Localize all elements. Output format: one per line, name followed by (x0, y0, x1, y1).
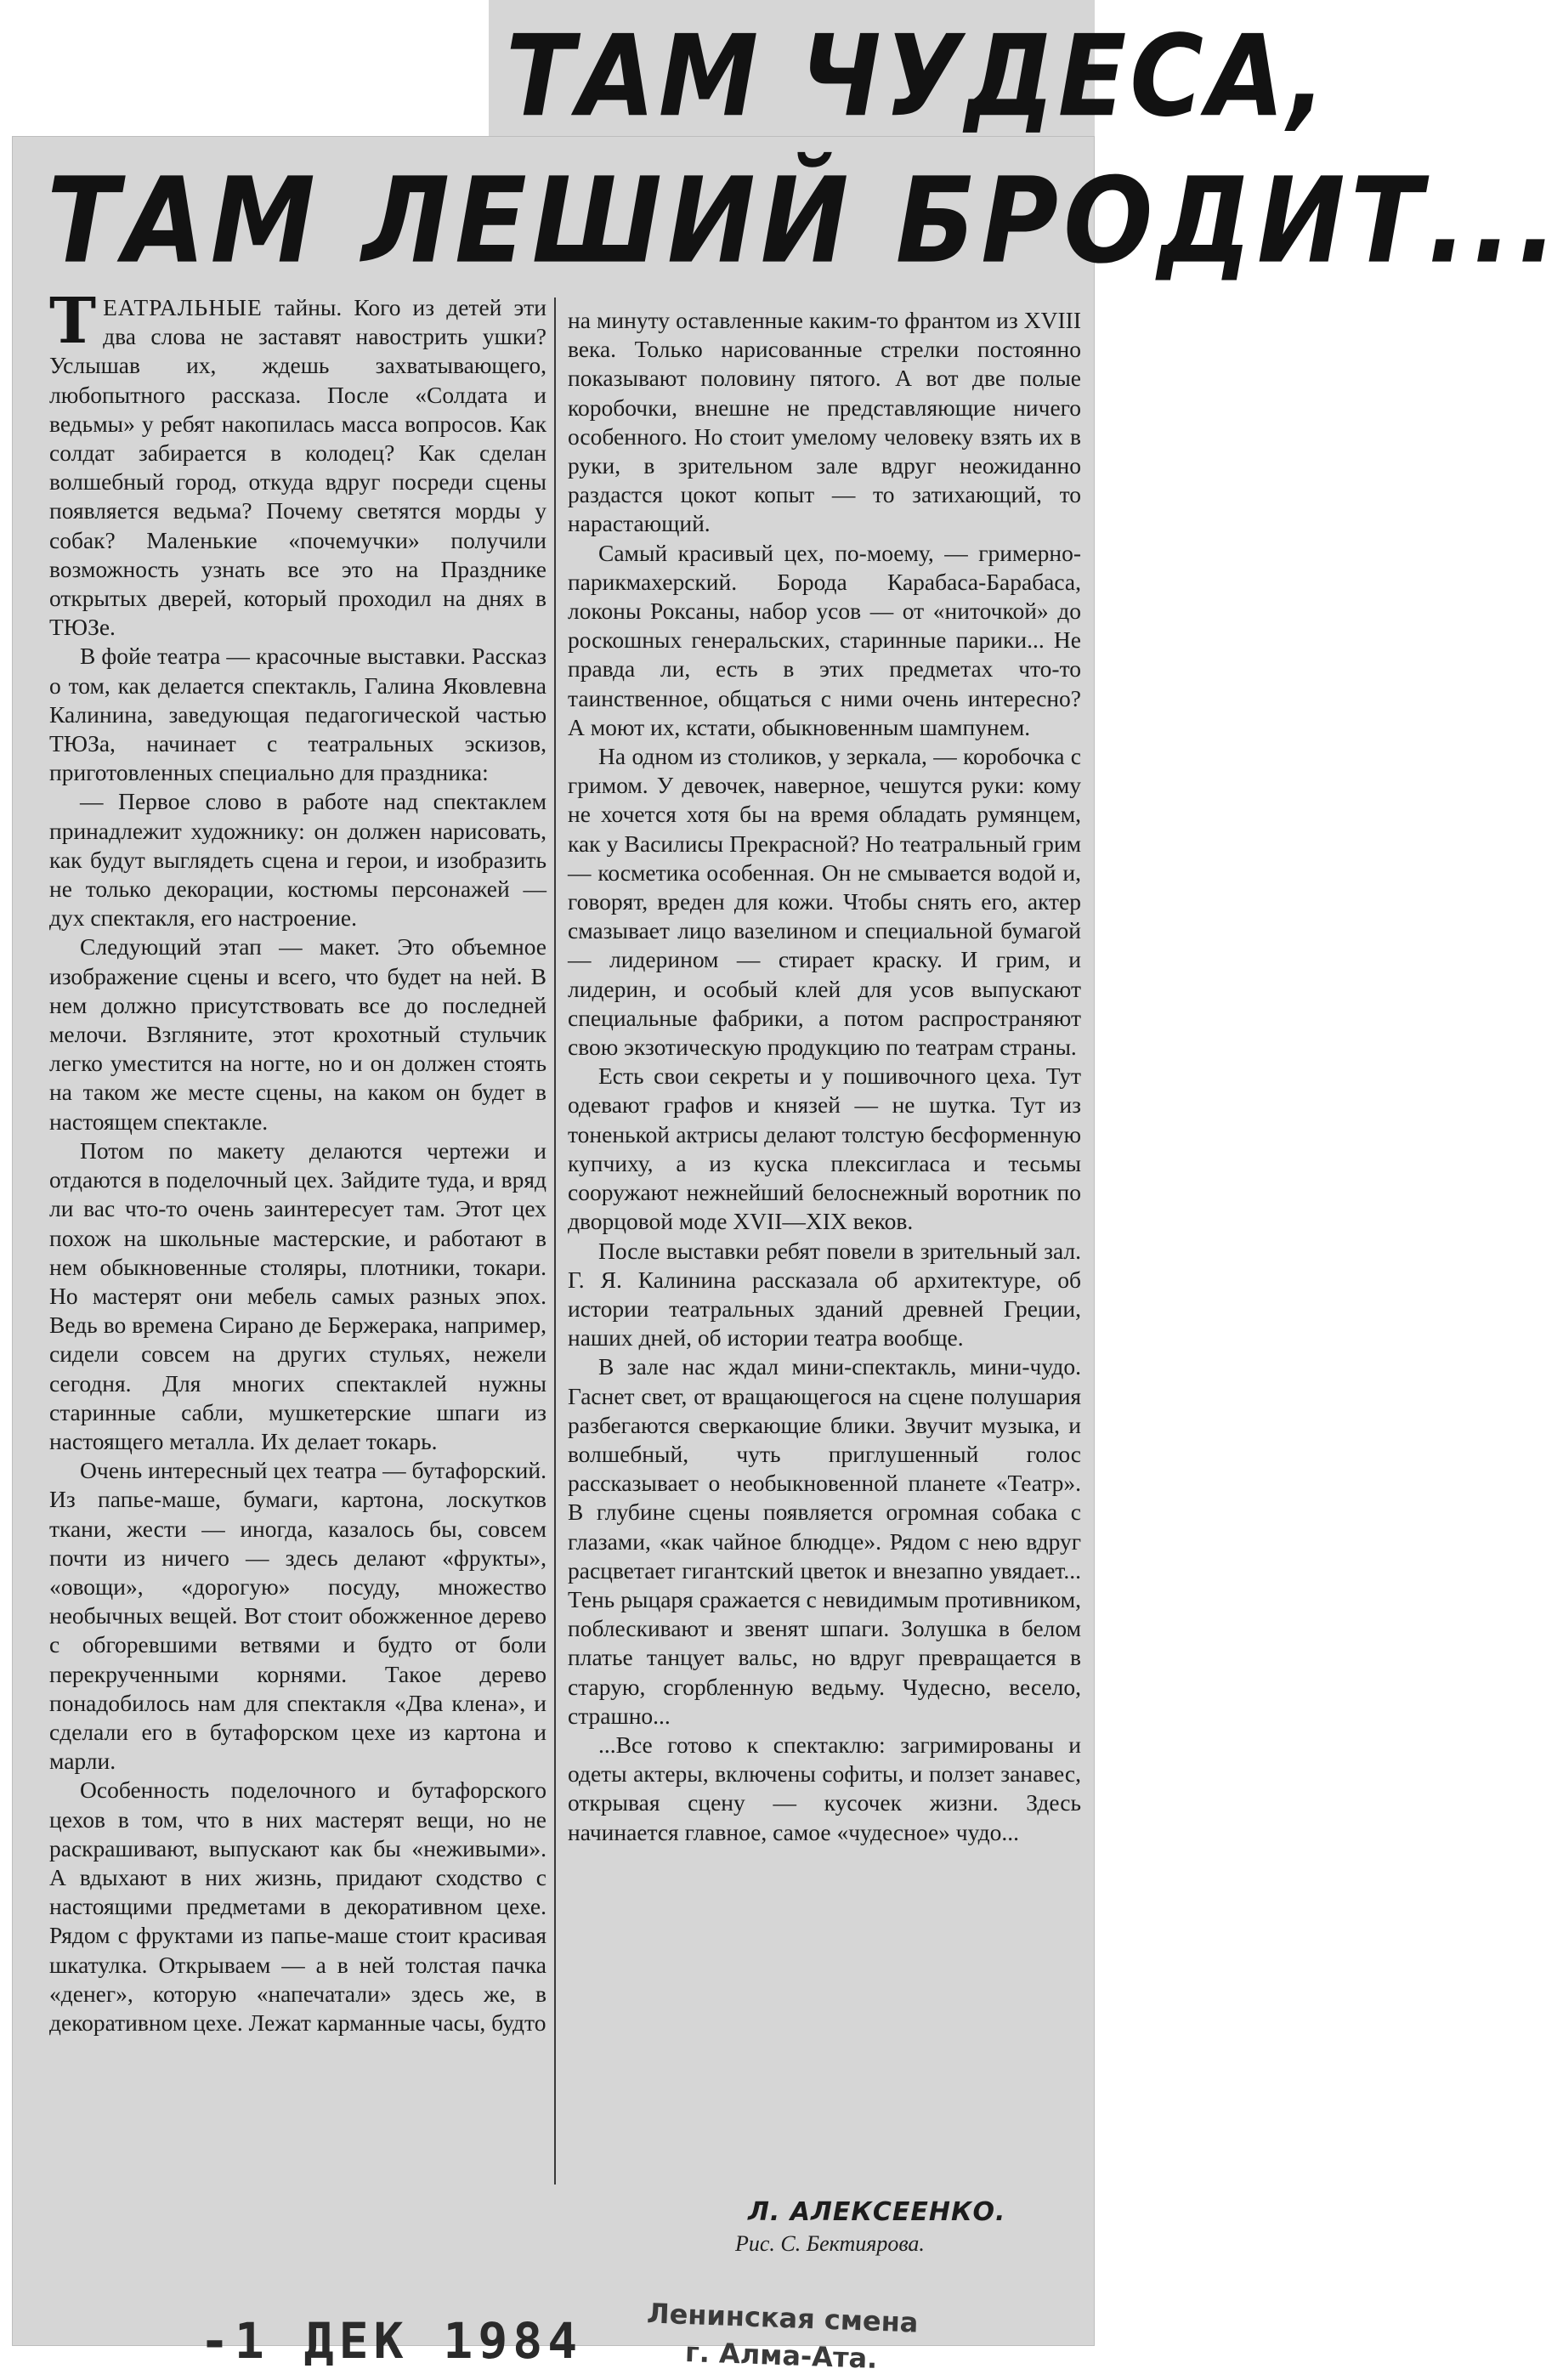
article-paragraph: В зале нас ждал мини-спектакль, мини-чудо. Гаснет свет, от вращающегося на сцене полушария разбегаются сверкающие блики. Звучит музыка, и волшебный, чуть приглушенный голос рассказывает о необыкновенной планете «Театр». В глубине сцены появляется огромная собака с глазами, «как чайное блюдце». Рядом с нею вдруг расцветает гигантский цветок и внезапно увядает... Тень рыцаря сражается с невидимым противником, поблескивают и звенят шпаги. Золушка в белом платье танцует вальс, но вдруг превращается в старую, сгорбленную ведьму. Чудесно, весело, страшно... (568, 1353, 1081, 1729)
column-divider (554, 298, 556, 2184)
article-paragraph: Особенность поделочного и бутафорского цехов в том, что в них мастерят вещи, но не раскрашивают, выпускают как бы «неживыми». А вдыхают в них жизнь, придают сходство с настоящими предметами в декоративном цехе. Рядом с фруктами из папье-маше стоит красивая шкатулка. Открываем — а в ней толстая пачка «денег», которую «напечатали» здесь же, в декоративном цехе. Лежат карманные часы, будто (49, 1776, 546, 2036)
article-paragraph: На одном из столиков, у зеркала, — коробочка с гримом. У девочек, наверное, чешутся руки: кому не хочется хотя бы на время обладать румянцем, как у Василисы Прекрасной? Но театральный грим — косметика особенная. Он не смывается водой и, говорят, вреден для кожи. Чтобы снять его, актер смазывает лицо вазелином и специальной бумагой — лидерином — стирает краску. И грим, и лидерин, и особый клей для усов выпускают специальные фабрики, а потом распространяют свою экзотическую продукцию по театрам страны. (568, 743, 1081, 1061)
article-paragraph: Самый красивый цех, по-моему, — гримерно-парикмахерский. Борода Карабаса-Барабаса, локоны Роксаны, набор усов — от «ниточкой» до роскошных генеральских, старинные парики... Не правда ли, есть в этих предметах что-то таинственное, общаться с ними очень интересно? А моют их, кстати, обыкновенным шампунем. (568, 539, 1081, 740)
article-paragraph: Очень интересный цех театра — бутафорский. Из папье-маше, бумаги, картона, лоскутков ткани, жести — иногда, казалось бы, совсем почти из ничего — здесь делают «фрукты», «овощи», «дорогую» посуду, множество необычных вещей. Вот стоит обожженное дерево с обгоревшими ветвями и будто от боли перекрученными корнями. Такое дерево понадобилось нам для спектакля «Два клена», и сделали его в бутафорском цехе из картона и марли. (49, 1457, 546, 1775)
illustration-credit: Рис. С. Бектиярова. (735, 2231, 925, 2256)
drop-cap: Т (49, 285, 97, 358)
author-signature: Л. АЛЕКСЕЕНКО. (748, 2197, 1006, 2227)
article-paragraph: Следующий этап — макет. Это объемное изображение сцены и всего, что будет на ней. В нем должно присутствовать все до последней мелочи. Взгляните, этот крохотный стульчик легко уместится на ногте, но и он должен стоять на таком же месте сцены, на каком он будет в настоящем спектакле. (49, 933, 546, 1135)
publication-stamp (628, 2294, 937, 2380)
lead-text: тайны. Кого из детей эти два слова не заставят навострить ушки? Услышав их, ждешь захватывающего, любопытного рассказа. После «Солдата и ведьмы» у ребят накопилась масса вопросов. Как солдат забирается в колодец? Как сделан волшебный город, откуда вдруг посреди сцены появляется ведьма? Почему светятся морды у собак? Маленькие «почемучки» получили возможность узнать все это на Празднике открытых дверей, который проходил на днях в ТЮЗе. (49, 294, 546, 641)
lead-paragraph (49, 285, 546, 642)
publication-city: г. Алма-Ата. (684, 2336, 878, 2375)
article-paragraph: В фойе театра — красочные выставки. Рассказ о том, как делается спектакль, Галина Яковлевна Калинина, заведующая педагогической частью ТЮЗа, начинает с театральных эскизов, приготовленных специально для праздника: (49, 643, 546, 786)
lead-caps: ЕАТРАЛЬНЫЕ (103, 294, 263, 320)
headline-line-2: ТАМ ЛЕШИЙ БРОДИТ... (47, 153, 1563, 291)
article-column-right (568, 306, 1081, 2210)
article-paragraph: После выставки ребят повели в зрительный зал. Г. Я. Калинина рассказала об архитектуре, об истории театральных зданий древней Греции, наших дней, об истории театра вообще. (568, 1237, 1081, 1352)
article-paragraph: Потом по макету делаются чертежи и отдаются в поделочный цех. Зайдите туда, и вряд ли вас что-то очень заинтересует там. Этот цех похож на школьные мастерские, и работают в нем обыкновенные столяры, плотники, токари. Но мастерят они мебель самых разных эпох. Ведь во времена Сирано де Бержерака, например, сидели совсем на других стульях, нежели сегодня. Для многих спектаклей нужны старинные сабли, мушкетерские шпаги из настоящего металла. Их делает токарь. (49, 1136, 546, 1454)
article-paragraph: — Первое слово в работе над спектаклем принадлежит художнику: он должен нарисовать, как будут выглядеть сцена и герои, и изобразить не только декорации, костюмы персонажей — дух спектакля, его настроение. (49, 788, 546, 932)
article-paragraph: Есть свои секреты и у пошивочного цеха. Тут одевают графов и князей — не шутка. Тут из тоненькой актрисы делают толстую бесформенную купчиху, а из куска плексигласа и тесьмы сооружают нежнейший белоснежный воротник по дворцовой моде XVII—XIX веков. (568, 1062, 1081, 1235)
headline-line-1: ТАМ ЧУДЕСА, (506, 10, 1330, 142)
article-paragraph: ...Все готово к спектаклю: загримированы и одеты актеры, включены софиты, и ползет занавес, открывая сцену — кусочек жизни. Здесь начинается главное, самое «чудесное» чудо... (568, 1731, 1081, 1845)
date-stamp: -1 ДЕК 1984 (200, 2312, 583, 2370)
publication-name: Ленинская смена (646, 2297, 920, 2339)
article-column-left (49, 285, 546, 2197)
article-paragraph: на минуту оставленные каким-то франтом из XVIII века. Только нарисованные стрелки постоянно показывают половину пятого. А вот две полые коробочки, внешне не представляющие ничего особенного. Но стоит умелому человеку взять их в руки, в зрительном зале вдруг неожиданно раздастся цокот копыт — то затихающий, то нарастающий. (568, 307, 1081, 537)
